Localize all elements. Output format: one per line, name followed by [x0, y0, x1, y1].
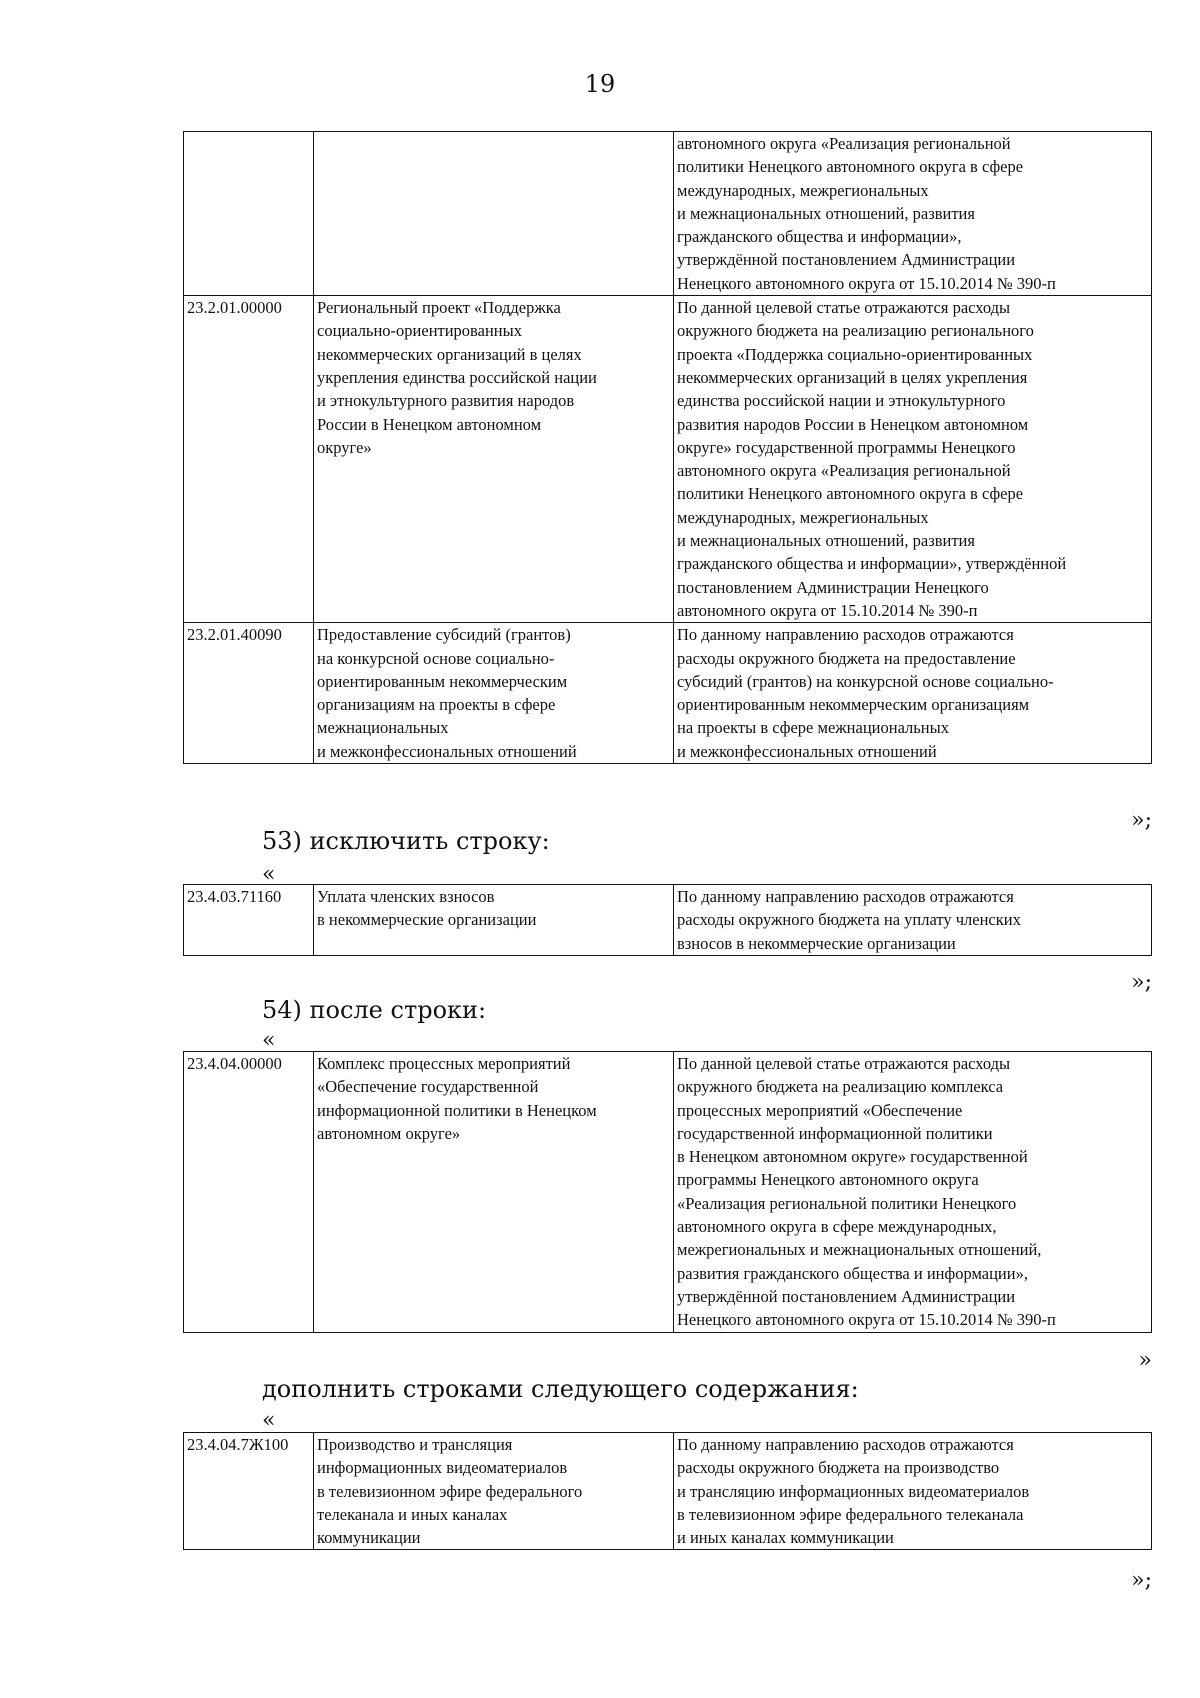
name-cell: Уплата членских взносов в некоммерческие организации	[314, 885, 674, 956]
closing-quote: »;	[1131, 1568, 1152, 1593]
table-row	[184, 623, 1152, 764]
closing-quote: »;	[1131, 970, 1152, 995]
opening-quote: «	[262, 862, 276, 887]
description-cell: По данной целевой статье отражаются расходы окружного бюджета на реализацию комплекса процессных мероприятий «Обеспечение государственной информационной политики в Ненецком автономном округе» государственной программы Ненецкого автономного округа «Реализация региональной политики Ненецкого автономного округа в сфере международных, межрегиональных и межнациональных отношений, развития гражданского общества и информации», утверждённой постановлением Администрации Ненецкого автономного округа от 15.10.2014 № 390-п	[674, 1052, 1152, 1333]
code-cell: 23.4.04.7Ж100	[184, 1433, 314, 1550]
budget-table-continuation	[183, 131, 1152, 764]
table-row	[184, 296, 1152, 623]
description-cell: По данной целевой статье отражаются расходы окружного бюджета на реализацию регионального проекта «Поддержка социально-ориентированных некоммерческих организаций в целях укрепления единства российской нации и этнокультурного развития народов России в Ненецком автономном округе» государственной программы Ненецкого автономного округа «Реализация региональной политики Ненецкого автономного округа в сфере международных, межрегиональных и межнациональных отношений, развития гражданского общества и информации», утверждённой постановлением Администрации Ненецкого автономного округа от 15.10.2014 № 390-п	[674, 296, 1152, 623]
opening-quote: «	[262, 1028, 276, 1053]
description-cell: По данному направлению расходов отражаются расходы окружного бюджета на уплату членских взносов в некоммерческие организации	[674, 885, 1152, 956]
name-cell: Предоставление субсидий (грантов) на конкурсной основе социально- ориентированным некоммерческим организациям на проекты в сфере межнациональных и межконфессиональных отношений	[314, 623, 674, 764]
added-rows-table	[183, 1432, 1152, 1550]
description-cell: автономного округа «Реализация региональной политики Ненецкого автономного округа в сфере международных, межрегиональных и межнациональных отношений, развития гражданского общества и информации», утверждённой постановлением Администрации Ненецкого автономного округа от 15.10.2014 № 390-п	[674, 132, 1152, 296]
name-cell	[314, 132, 674, 296]
closing-quote: »	[1138, 1348, 1152, 1373]
instruction-53: 53) исключить строку:	[262, 827, 550, 855]
excluded-row-table	[183, 884, 1152, 956]
opening-quote: «	[262, 1408, 276, 1433]
table-row	[184, 132, 1152, 296]
table-row	[184, 1052, 1152, 1333]
page-number: 19	[584, 70, 616, 98]
code-cell: 23.4.04.00000	[184, 1052, 314, 1333]
instruction-add-rows: дополнить строками следующего содержания:	[262, 1375, 859, 1403]
reference-row-table	[183, 1051, 1152, 1333]
code-cell: 23.4.03.71160	[184, 885, 314, 956]
code-cell: 23.2.01.40090	[184, 623, 314, 764]
description-cell: По данному направлению расходов отражаются расходы окружного бюджета на производство и трансляцию информационных видеоматериалов в телевизионном эфире федерального телеканала и иных каналах коммуникации	[674, 1433, 1152, 1550]
name-cell: Комплекс процессных мероприятий «Обеспечение государственной информационной политики в Ненецком автономном округе»	[314, 1052, 674, 1333]
code-cell: 23.2.01.00000	[184, 296, 314, 623]
name-cell: Производство и трансляция информационных видеоматериалов в телевизионном эфире федерального телеканала и иных каналах коммуникации	[314, 1433, 674, 1550]
table-row	[184, 885, 1152, 956]
code-cell	[184, 132, 314, 296]
description-cell: По данному направлению расходов отражаются расходы окружного бюджета на предоставление субсидий (грантов) на конкурсной основе социально- ориентированным некоммерческим организациям на проекты в сфере межнациональных и межконфессиональных отношений	[674, 623, 1152, 764]
table-row	[184, 1433, 1152, 1550]
closing-quote: »;	[1131, 808, 1152, 833]
name-cell: Региональный проект «Поддержка социально-ориентированных некоммерческих организаций в целях укрепления единства российской нации и этнокультурного развития народов России в Ненецком автономном округе»	[314, 296, 674, 623]
instruction-54: 54) после строки:	[262, 996, 487, 1024]
